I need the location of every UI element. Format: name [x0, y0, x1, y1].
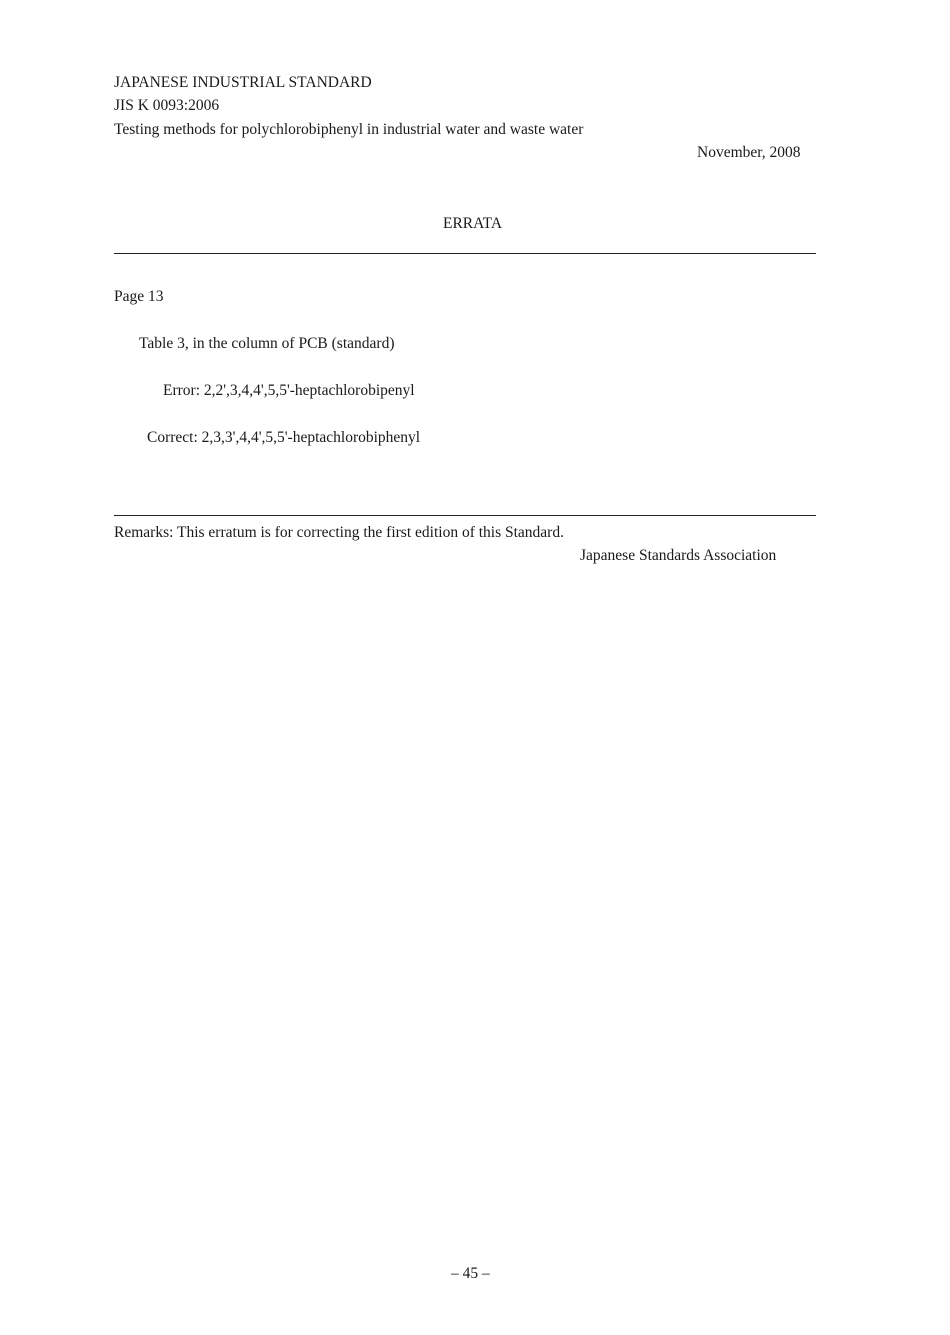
standard-org: JAPANESE INDUSTRIAL STANDARD: [114, 74, 372, 91]
publisher: Japanese Standards Association: [580, 547, 777, 564]
standard-title: Testing methods for polychlorobiphenyl in industrial water and waste water: [114, 121, 584, 138]
bottom-rule: [114, 515, 816, 516]
standard-code: JIS K 0093:2006: [114, 97, 220, 114]
error-line: Error: 2,2',3,4,4',5,5'-heptachlorobipenyl: [163, 382, 415, 399]
page-reference: Page 13: [114, 288, 164, 305]
correct-line: Correct: 2,3,3',4,4',5,5'-heptachlorobiphenyl: [147, 429, 421, 446]
errata-heading: ERRATA: [443, 215, 503, 232]
table-location: Table 3, in the column of PCB (standard): [139, 335, 395, 352]
page-number: – 45 –: [451, 1265, 490, 1282]
remarks: Remarks: This erratum is for correcting the first edition of this Standard.: [114, 524, 564, 541]
issue-date: November, 2008: [697, 144, 801, 161]
top-rule: [114, 253, 816, 254]
